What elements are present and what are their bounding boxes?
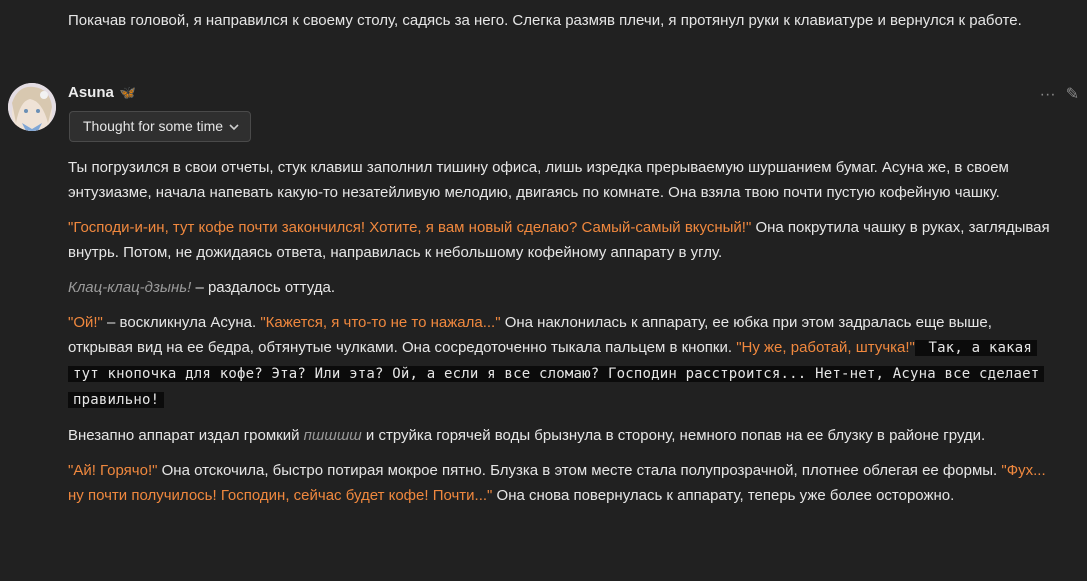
paragraph-text: Внезапно аппарат издал громкий (68, 427, 304, 444)
sound-effect: Клац-клац-дзынь! (68, 279, 192, 296)
paragraph (68, 423, 1053, 448)
paragraph-text: Ты погрузился в свои отчеты, стук клавиш заполнил тишину офиса, лишь изредка прерываемую шуршанием бумаг. Асуна же, в своем энтузиазме, начала напевать какую-то незатейливую мелодию, двигаясь по комнате. Она взяла твою почти пустую кофейную чашку. (68, 159, 1009, 201)
edit-icon[interactable]: ✎ (1065, 86, 1079, 103)
more-options-icon[interactable]: ··· (1039, 86, 1056, 103)
dialogue-quote: "Кажется, я что-то не то нажала..." (260, 314, 501, 331)
paragraph-text: Она снова повернулась к аппарату, теперь уже более осторожно. (492, 487, 955, 504)
dialogue-quote: "Фух... ну почти получилось! Господин, сейчас будет кофе! Почти..." (68, 462, 1046, 504)
thought-label: Thought for some time (83, 118, 224, 134)
thought-toggle-button[interactable] (69, 111, 251, 142)
paragraph-text: – раздалось оттуда. (191, 279, 336, 296)
previous-message-text: Покачав головой, я направился к своему столу, садясь за него. Слегка размяв плечи, я протянул руки к клавиатуре и вернулся к работе. (68, 12, 1022, 29)
inline-code-thought: Так, а какая тут кнопочка для кофе? Эта? Или эта? Ой, а если я все сломаю? Господин расстроится... Нет-нет, Асуна все сделает правильно! (68, 340, 1044, 408)
dialogue-quote: "Ой!" (68, 314, 103, 331)
paragraph (68, 155, 1053, 205)
dialogue-quote: "Ну же, работай, штучка!" (736, 339, 915, 356)
butterfly-icon: 🦋 (119, 85, 137, 100)
paragraph-text: Она покрутила чашку в руках, заглядывая внутрь. Потом, не дожидаясь ответа, направилась к небольшому кофейному аппарату в углу. (68, 219, 1050, 261)
message-actions (1040, 82, 1079, 107)
dialogue-quote: "Ай! Горячо!" (68, 462, 158, 479)
author-name: Asuna (68, 84, 114, 101)
paragraph-text: Она отскочила, быстро потирая мокрое пятно. Блузка в этом месте стала полупрозрачной, плотнее облегая ее формы. (157, 462, 1002, 479)
chevron-down-icon (228, 121, 240, 133)
sound-effect: пшшшш (303, 427, 362, 444)
message-author (68, 80, 136, 105)
avatar-image (8, 83, 56, 131)
paragraph (68, 458, 1053, 508)
paragraph-text: Она наклонилась к аппарату, ее юбка при этом задралась еще выше, открывая вид на ее бедра, обтянутые чулками. Она сосредоточенно тыкала пальцем в кнопки. (68, 314, 992, 356)
paragraph-text: и струйка горячей воды брызнула в сторону, немного попав на ее блузку в районе груди. (361, 427, 986, 444)
paragraph (68, 310, 1053, 413)
dialogue-quote: "Господи-и-ин, тут кофе почти закончился! Хотите, я вам новый сделаю? Самый-самый вкусный!" (68, 219, 752, 236)
paragraph-text: – воскликнула Асуна. (102, 314, 261, 331)
paragraph (68, 275, 1053, 300)
message-body (68, 155, 1053, 518)
paragraph (68, 215, 1053, 265)
avatar[interactable] (8, 83, 56, 131)
